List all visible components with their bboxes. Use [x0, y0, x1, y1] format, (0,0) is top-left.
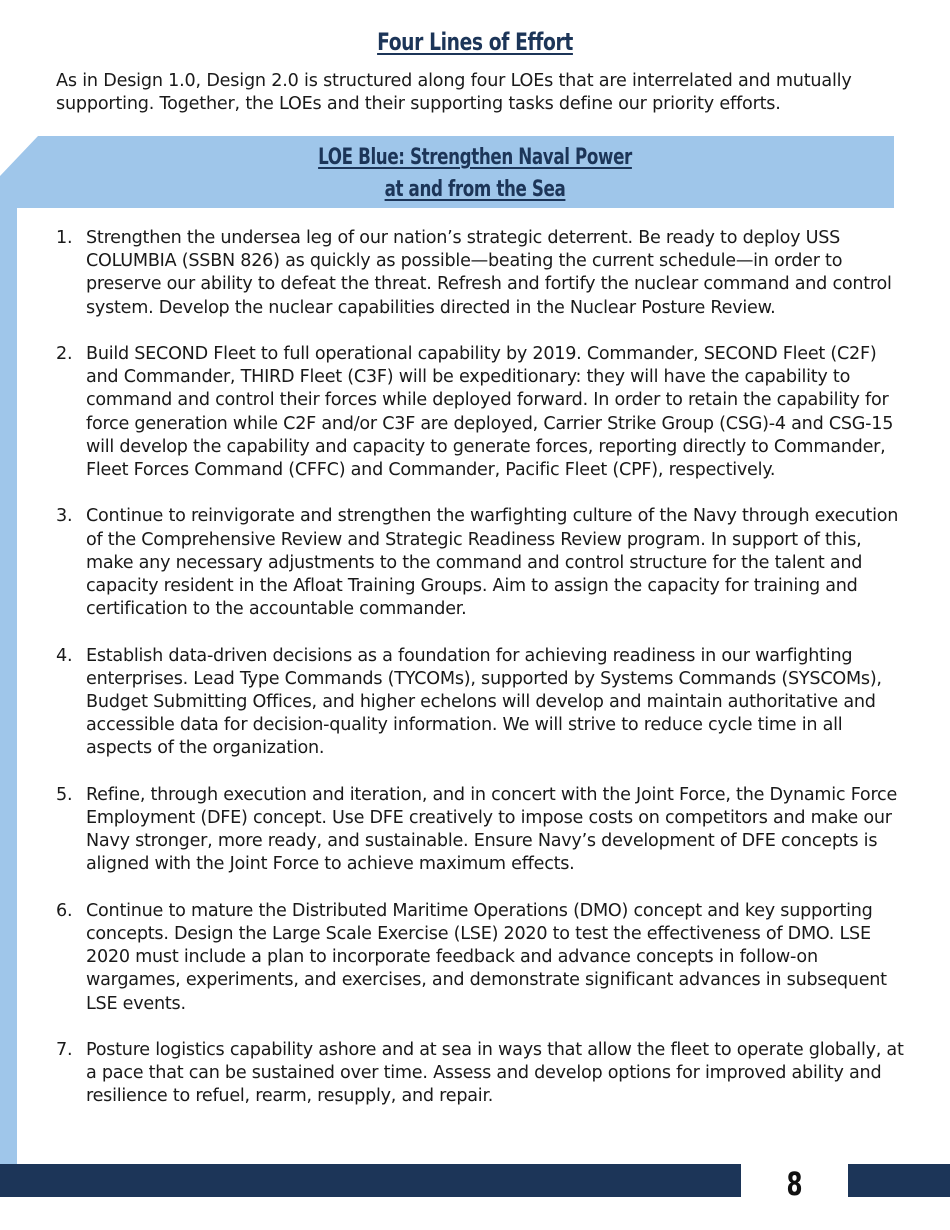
- list-item-text: Strengthen the undersea leg of our nation’s strategic deterrent. Be ready to deploy USS COLUMBIA (SSBN 826) as quickly as possible—beating the current schedule—in order to preserve our ability to defeat the threat. Refresh and fortify the nuclear command and control system. Develop the nuclear capabilities directed in the Nuclear Posture Review.: [86, 228, 892, 318]
- page-title: Four Lines of Effort: [377, 28, 573, 56]
- list-item: [56, 784, 906, 877]
- list-item-number: 6.: [56, 900, 73, 921]
- loe-banner-title: [0, 142, 950, 206]
- loe-task-list: [56, 227, 906, 1132]
- list-item: [56, 645, 906, 761]
- page-number: 8: [786, 1165, 803, 1203]
- list-item-text: Posture logistics capability ashore and at sea in ways that allow the fleet to operate globally, at a pace that can be sustained over time. Assess and develop options for improved ability and resilience to refuel, rearm, resupply, and repair.: [86, 1040, 904, 1107]
- list-item: [56, 227, 906, 320]
- list-item-text: Build SECOND Fleet to full operational capability by 2019. Commander, SECOND Fleet (C2F) and Commander, THIRD Fleet (C3F) will be expeditionary: they will have the capability to command and control their forces while deployed forward. In order to retain the capability for force generation while C2F and/or C3F are deployed, Carrier Strike Group (CSG)-4 and CSG-15 will develop the capability and capacity to generate forces, reporting directly to Commander, Fleet Forces Command (CFFC) and Commander, Pacific Fleet (CPF), respectively.: [86, 344, 894, 481]
- list-item: [56, 343, 906, 482]
- list-item-number: 3.: [56, 506, 73, 527]
- loe-banner-title-line2: at and from the Sea: [384, 177, 566, 202]
- loe-banner-title-line1: LOE Blue: Strengthen Naval Power: [318, 145, 632, 170]
- list-item-number: 1.: [56, 228, 73, 248]
- list-item-number: 2.: [56, 344, 73, 364]
- footer-bar-right: [848, 1164, 950, 1197]
- list-item-number: 4.: [56, 645, 73, 666]
- footer-bar-left: [0, 1164, 741, 1197]
- list-item-number: 5.: [56, 784, 73, 805]
- left-accent-bar: [0, 207, 17, 1167]
- list-item: [56, 900, 906, 1016]
- list-item-text: Refine, through execution and iteration, and in concert with the Joint Force, the Dynamic Force Employment (DFE) concept. Use DFE creatively to impose costs on competitors and make our Navy stronger, more ready, and sustainable. Ensure Navy’s development of DFE concepts is aligned with the Joint Force to achieve maximum effects.: [86, 784, 898, 875]
- intro-paragraph: As in Design 1.0, Design 2.0 is structured along four LOEs that are interrelated and mutually supporting. Together, the LOEs and their supporting tasks define our priority efforts.: [56, 71, 852, 114]
- list-item-text: Continue to mature the Distributed Maritime Operations (DMO) concept and key supporting concepts. Design the Large Scale Exercise (LSE) 2020 to test the effectiveness of DMO. LSE 2020 must include a plan to incorporate feedback and advance concepts in follow-on wargames, experiments, and exercises, and demonstrate significant advances in subsequent LSE events.: [86, 900, 887, 1014]
- list-item-text: Continue to reinvigorate and strengthen the warfighting culture of the Navy through execution of the Comprehensive Review and Strategic Readiness Review program. In support of this, make any necessary adjustments to the command and control structure for the talent and capacity resident in the Afloat Training Groups. Aim to assign the capacity for training and certification to the accountable commander.: [86, 506, 899, 620]
- list-item: [56, 505, 906, 621]
- list-item-text: Establish data-driven decisions as a foundation for achieving readiness in our warfighting enterprises. Lead Type Commands (TYCOMs), supported by Systems Commands (SYSCOMs), Budget Submitting Offices, and higher echelons will develop and maintain authoritative and accessible data for decision-quality information. We will strive to reduce cycle time in all aspects of the organization.: [86, 645, 882, 759]
- list-item: [56, 1039, 906, 1109]
- list-item-number: 7.: [56, 1040, 73, 1061]
